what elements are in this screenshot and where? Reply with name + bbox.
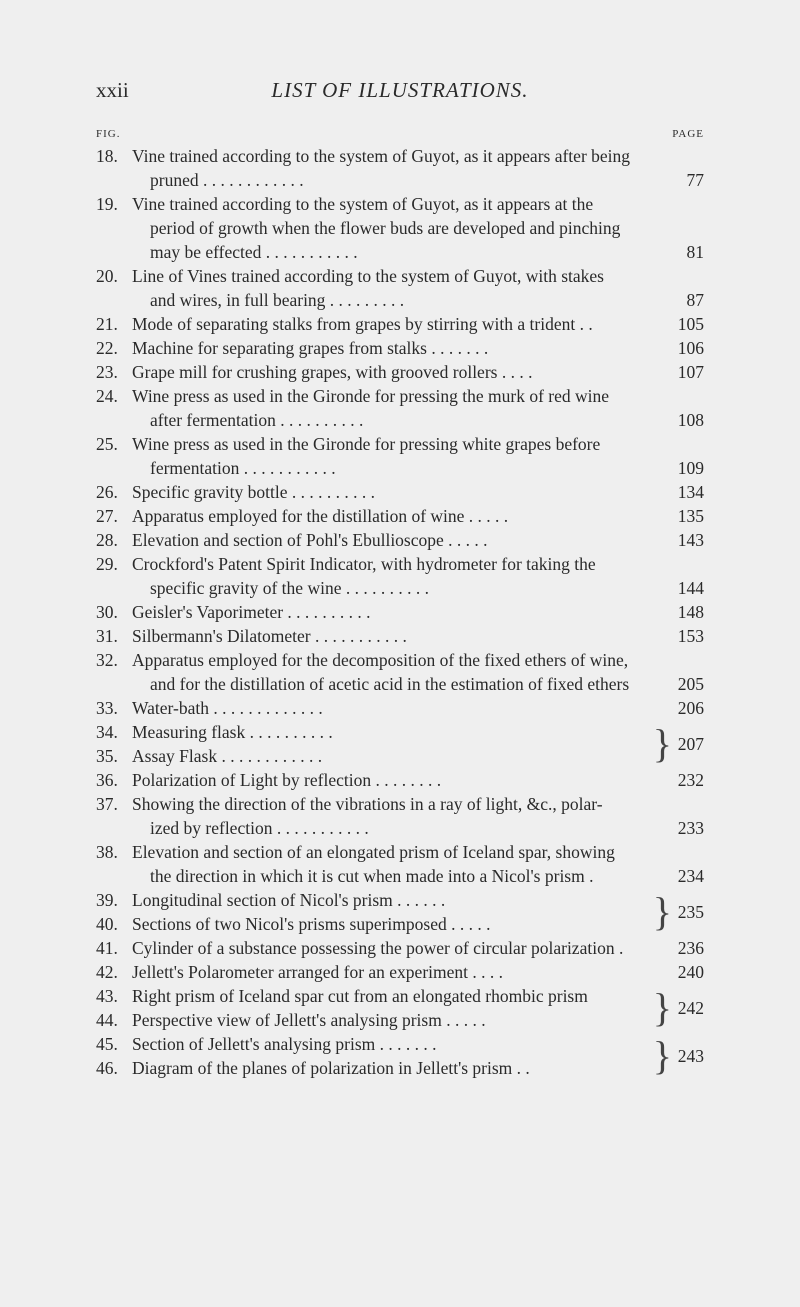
figure-number: 20.	[96, 266, 118, 286]
list-item	[96, 1008, 704, 1032]
page-reference: 108	[677, 410, 704, 430]
page-reference: 205	[677, 674, 704, 694]
page-reference: 232	[677, 770, 704, 790]
figure-number: 40.	[96, 914, 118, 934]
figure-number: 44.	[96, 1010, 118, 1030]
list-item	[96, 936, 704, 960]
caption-line: fermentation . . . . . . . . . . .	[150, 458, 336, 478]
caption-line: Grape mill for crushing grapes, with grooved rollers . . . .	[132, 362, 533, 382]
caption-line: Geisler's Vaporimeter . . . . . . . . . .	[132, 602, 371, 622]
caption-line: Assay Flask . . . . . . . . . . . .	[132, 746, 323, 766]
list-item	[96, 792, 704, 840]
figure-number: 42.	[96, 962, 118, 982]
caption-line: period of growth when the flower buds are developed and pinching	[150, 218, 621, 238]
caption-line: Elevation and section of Pohl's Ebullioscope . . . . .	[132, 530, 488, 550]
caption-line: Sections of two Nicol's prisms superimposed . . . . .	[132, 914, 491, 934]
list-item	[96, 336, 704, 360]
caption-line: Apparatus employed for the decomposition of the fixed ethers of wine,	[132, 650, 629, 670]
figure-number: 41.	[96, 938, 118, 958]
list-item	[96, 144, 704, 192]
figure-number: 24.	[96, 386, 118, 406]
list-item	[96, 960, 704, 984]
figure-number: 28.	[96, 530, 118, 550]
figure-number: 27.	[96, 506, 118, 526]
page-reference: 143	[677, 530, 704, 550]
caption-line: Silbermann's Dilatometer . . . . . . . . . . .	[132, 626, 407, 646]
list-item	[96, 624, 704, 648]
figure-number: 26.	[96, 482, 118, 502]
figure-number: 29.	[96, 554, 118, 574]
caption-line: ized by reflection . . . . . . . . . . .	[150, 818, 369, 838]
page-reference: 243	[677, 1046, 704, 1066]
list-item	[96, 696, 704, 720]
figure-number: 21.	[96, 314, 118, 334]
caption-line: Specific gravity bottle . . . . . . . . . .	[132, 482, 376, 502]
list-item	[96, 744, 704, 768]
brace-icon: }	[652, 1033, 672, 1078]
list-item	[96, 432, 704, 480]
list-item	[96, 528, 704, 552]
caption-line: Measuring flask . . . . . . . . . .	[132, 722, 333, 742]
list-item	[96, 360, 704, 384]
figure-number: 45.	[96, 1034, 118, 1054]
list-item	[96, 312, 704, 336]
page-reference: 148	[677, 602, 704, 622]
figure-number: 38.	[96, 842, 118, 862]
page-reference: 206	[677, 698, 704, 718]
caption-line: Jellett's Polarometer arranged for an experiment . . . .	[132, 962, 504, 982]
list-item	[96, 264, 704, 312]
list-item	[96, 192, 704, 264]
caption-line: Line of Vines trained according to the system of Guyot, with stakes	[132, 266, 604, 286]
figure-number: 22.	[96, 338, 118, 358]
list-item	[96, 648, 704, 696]
caption-line: Apparatus employed for the distillation of wine . . . . .	[132, 506, 509, 526]
caption-line: Polarization of Light by reflection . . . . . . . .	[132, 770, 442, 790]
page-reference: 135	[677, 506, 704, 526]
page-reference: 77	[686, 170, 704, 190]
caption-line: Elevation and section of an elongated prism of Iceland spar, showing	[132, 842, 615, 862]
page-reference: 242	[677, 998, 704, 1018]
page-reference: 153	[677, 626, 704, 646]
caption-line: and wires, in full bearing . . . . . . . . .	[150, 290, 405, 310]
page-reference: 234	[677, 866, 704, 886]
caption-line: Longitudinal section of Nicol's prism . . . . . .	[132, 890, 446, 910]
caption-line: Cylinder of a substance possessing the power of circular polarization .	[132, 938, 624, 958]
caption-line: Vine trained according to the system of Guyot, as it appears after being	[132, 146, 631, 166]
fig-column-label: FIG.	[96, 128, 121, 140]
page-reference: 144	[677, 578, 704, 598]
caption-line: Wine press as used in the Gironde for pressing the murk of red wine	[132, 386, 610, 406]
list-item	[96, 552, 704, 600]
caption-line: Water-bath . . . . . . . . . . . . .	[132, 698, 323, 718]
caption-line: the direction in which it is cut when made into a Nicol's prism .	[150, 866, 594, 886]
figure-number: 32.	[96, 650, 118, 670]
page-reference: 87	[686, 290, 704, 310]
page-reference: 236	[677, 938, 704, 958]
page-reference: 81	[686, 242, 704, 262]
caption-line: and for the distillation of acetic acid in the estimation of fixed ethers	[150, 674, 630, 694]
caption-line: after fermentation . . . . . . . . . .	[150, 410, 364, 430]
list-item	[96, 768, 704, 792]
header-title: LIST OF ILLUSTRATIONS.	[271, 78, 529, 102]
caption-line: Diagram of the planes of polarization in Jellett's prism . .	[132, 1058, 530, 1078]
page-reference: 109	[677, 458, 704, 478]
header-page-number: xxii	[96, 78, 129, 102]
caption-line: Vine trained according to the system of Guyot, as it appears at the	[132, 194, 594, 214]
illustration-list	[96, 144, 704, 1080]
caption-line: Perspective view of Jellett's analysing prism . . . . .	[132, 1010, 486, 1030]
list-item	[96, 1056, 704, 1080]
caption-line: Wine press as used in the Gironde for pressing white grapes before	[132, 434, 601, 454]
page-reference: 105	[677, 314, 704, 334]
figure-number: 43.	[96, 986, 118, 1006]
page-column-label: PAGE	[672, 128, 704, 140]
caption-line: Machine for separating grapes from stalks . . . . . . .	[132, 338, 489, 358]
figure-number: 25.	[96, 434, 118, 454]
page-reference: 233	[677, 818, 704, 838]
figure-number: 30.	[96, 602, 118, 622]
caption-line: Mode of separating stalks from grapes by stirring with a trident . .	[132, 314, 593, 334]
page-reference: 107	[677, 362, 704, 382]
figure-number: 34.	[96, 722, 118, 742]
figure-number: 39.	[96, 890, 118, 910]
figure-number: 35.	[96, 746, 118, 766]
list-item	[96, 600, 704, 624]
figure-number: 36.	[96, 770, 118, 790]
list-item	[96, 840, 704, 888]
figure-number: 18.	[96, 146, 118, 166]
caption-line: Right prism of Iceland spar cut from an elongated rhombic prism	[132, 986, 588, 1006]
caption-line: Showing the direction of the vibrations in a ray of light, &c., polar-	[132, 794, 603, 814]
figure-number: 31.	[96, 626, 118, 646]
figure-number: 33.	[96, 698, 118, 718]
list-item	[96, 480, 704, 504]
caption-line: specific gravity of the wine . . . . . . . . . .	[150, 578, 429, 598]
list-item	[96, 504, 704, 528]
column-headings	[96, 128, 704, 144]
figure-number: 19.	[96, 194, 118, 214]
figure-number: 37.	[96, 794, 118, 814]
caption-line: Crockford's Patent Spirit Indicator, with hydrometer for taking the	[132, 554, 596, 574]
page-reference: 235	[677, 902, 704, 922]
caption-line: Section of Jellett's analysing prism . . . . . . .	[132, 1034, 437, 1054]
caption-line: pruned . . . . . . . . . . . .	[150, 170, 304, 190]
page-reference: 106	[677, 338, 704, 358]
brace-icon: }	[652, 721, 672, 766]
figure-number: 46.	[96, 1058, 118, 1078]
caption-line: may be effected . . . . . . . . . . .	[150, 242, 358, 262]
page-reference: 134	[677, 482, 704, 502]
page-reference: 207	[677, 734, 704, 754]
list-item	[96, 384, 704, 432]
page-reference: 240	[677, 962, 704, 982]
page-header	[96, 78, 704, 108]
list-item	[96, 912, 704, 936]
brace-icon: }	[652, 889, 672, 934]
brace-icon: }	[652, 985, 672, 1030]
figure-number: 23.	[96, 362, 118, 382]
